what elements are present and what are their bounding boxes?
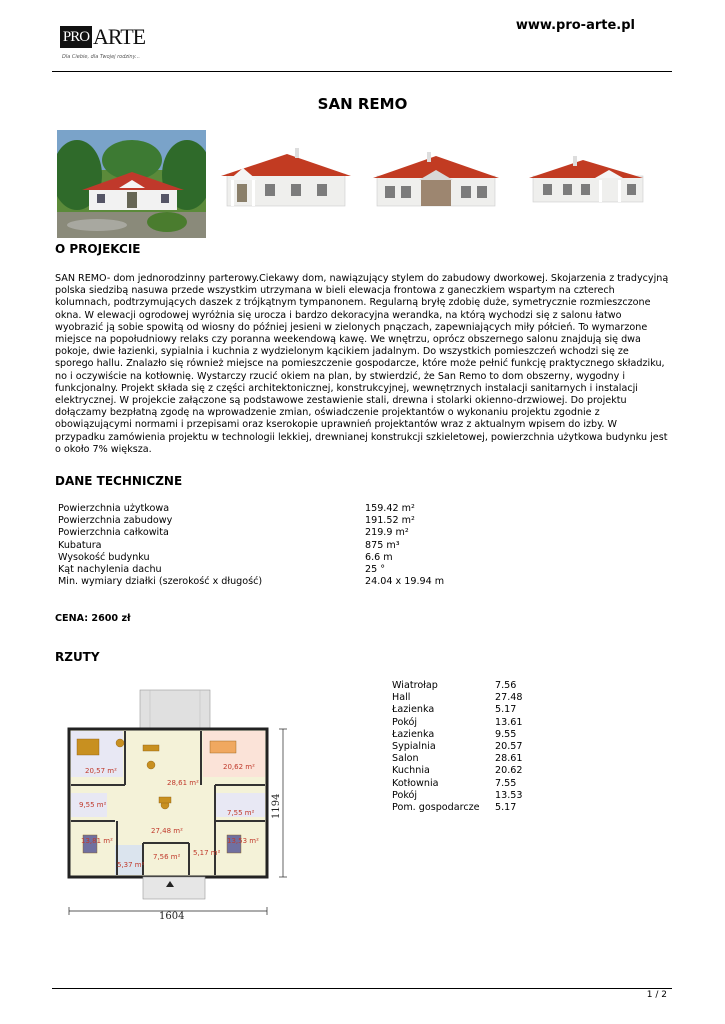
tech-value: 875 m³ — [365, 539, 400, 551]
plans-heading: RZUTY — [55, 650, 100, 664]
room-name: Pokój — [392, 716, 418, 728]
plan-label-vestibule: 7,56 m² — [153, 853, 181, 861]
tech-value: 159.42 m² — [365, 503, 415, 514]
logo-tagline: Dla Ciebie, dla Twojej rodziny... — [62, 54, 140, 60]
footer-divider — [52, 988, 672, 989]
room-row — [392, 741, 572, 753]
plan-label-room-right: 13,53 m² — [227, 837, 259, 845]
tech-row — [58, 564, 478, 576]
plan-label-room-left: 13,81 m² — [81, 837, 113, 845]
house-render-front — [209, 130, 358, 238]
house-render-garden-veranda — [361, 130, 510, 238]
website-link[interactable]: www.pro-arte.pl — [515, 18, 635, 33]
room-area-list — [392, 680, 572, 814]
room-row — [392, 717, 572, 729]
room-row — [392, 778, 572, 790]
tech-value: 25 ° — [365, 563, 386, 575]
room-row — [392, 790, 572, 802]
room-name: Kuchnia — [392, 765, 430, 777]
page-title: SAN REMO — [317, 95, 408, 113]
room-area: 20.57 — [495, 740, 523, 752]
tech-data-table — [58, 503, 478, 588]
room-name: Salon — [392, 753, 419, 765]
room-row — [392, 765, 572, 777]
page-number: 1 / 2 — [646, 990, 667, 1000]
tech-label: Kąt nachylenia dachu — [58, 563, 162, 575]
tech-row — [58, 552, 478, 564]
plan-label-bathroom: 9,55 m² — [79, 801, 107, 809]
room-row — [392, 680, 572, 692]
room-area: 13.53 — [495, 789, 523, 801]
plan-label-bathroom-small: 5,17 m² — [193, 849, 221, 857]
tech-row — [58, 503, 478, 515]
tech-value: 219.9 m² — [365, 527, 409, 539]
room-name: Sypialnia — [392, 740, 436, 752]
room-name: Wiatrołap — [392, 680, 438, 691]
room-area: 9.55 — [495, 728, 517, 740]
tech-label: Wysokość budynku — [58, 551, 150, 563]
price-label: CENA: 2600 zł — [55, 613, 131, 624]
pro-arte-logo — [60, 24, 160, 68]
logo-arte-text: ARTE — [93, 24, 146, 49]
floor-plan — [55, 685, 295, 920]
tech-label: Powierzchnia zabudowy — [58, 515, 173, 527]
room-area: 28.61 — [495, 753, 523, 765]
room-name: Kotłownia — [392, 777, 439, 789]
room-row — [392, 704, 572, 716]
room-name: Pom. gospodarcze — [392, 801, 480, 813]
tech-row — [58, 515, 478, 527]
room-area: 5.17 — [495, 801, 517, 813]
room-name: Łazienka — [392, 728, 435, 740]
room-area: 7.55 — [495, 777, 517, 789]
house-render-side — [513, 130, 662, 238]
plan-height-dimension: 1194 — [271, 793, 282, 819]
room-area: 27.48 — [495, 692, 523, 704]
tech-label: Min. wymiary działki (szerokość x długość) — [58, 576, 263, 588]
room-row — [392, 802, 572, 814]
tech-heading: DANE TECHNICZNE — [55, 474, 183, 488]
about-heading: O PROJEKCIE — [55, 242, 141, 256]
room-area: 20.62 — [495, 765, 523, 777]
tech-row — [58, 540, 478, 552]
tech-value: 24.04 x 19.94 m — [365, 576, 445, 588]
tech-row — [58, 576, 478, 588]
tech-row — [58, 527, 478, 539]
plan-label-bedroom: 20,57 m² — [85, 767, 117, 775]
plan-label-utility: 5,37 m² — [117, 861, 145, 869]
plan-label-boiler: 7,55 m² — [227, 809, 255, 817]
tech-value: 191.52 m² — [365, 515, 415, 527]
tech-label: Powierzchnia całkowita — [58, 527, 169, 539]
room-area: 7.56 — [495, 680, 517, 691]
room-name: Pokój — [392, 789, 418, 801]
plan-label-living: 28,61 m² — [167, 779, 199, 787]
tech-value: 6.6 m — [365, 551, 393, 563]
room-row — [392, 729, 572, 741]
project-description: SAN REMO- dom jednorodzinny parterowy.Ciekawy dom, nawiązujący stylem do zabudowy dworkowej. Skojarzenia z tradycyjną polska siedzibą nasuwa przede wszystkim utrzymana w bieli elewacja frontowa z ganeczkiem wspartym na czterech kolumnach, podtrzymujących daszek z trójkątnym tympanonem. Regularną bryłę zdobię duże, symetrycznie rozmieszczone okna. W elewacji ogrodowej wyróżnia się urocza i bardzo dekoracyjna werandka, na którą wychodzi się z salonu łatwo wyobrazić ją sobie spowitą od wiosny do później jesieni w zielonych pnączach, zapewniających miły półcień. To wymarzone miejsce na popołudniowy relaks czy poranna weekendową kawę. We wnętrzu, oprócz obszernego salonu znajdują się dwa pokoje, dwie łazienki, sypialnia i kuchnia z wydzielonym kącikiem jadalnym. Do wszystkich pomieszczeń wchodzi się ze sporego hallu. Znalazło się również miejsce na pomieszczenie gospodarcze, które może pełnić funkcję praktycznego składziku, no i oczywiście na kotłownię. Wystarczy rzucić okiem na plan, by stwierdzić, że San Remo to dom obszerny, wygodny i funkcjonalny. Projekt składa się z części architektonicznej, konstrukcyjnej, wewnętrznych instalacji sanitarnych i instalacji elektrycznej. W projekcie załączone są podstawowe zestawienie stali, drewna i stolarki okienno-drzwiowej. Do projektu dołączamy bezpłatną zgodę na wprowadzenie zmian, oświadczenie projektantów o wykonaniu projektu zgodnie z obowiązującymi normami i przepisami oraz kserokopie uprawnień projektantów wraz z aktualnym wpisem do izby. W przypadku zamówienia projektu w technologii lekkiej, drewnianej konstrukcji szkieletowej, powierzchnia użytkowa budynku jest o około 7% większa. — [55, 273, 669, 455]
room-area: 5.17 — [495, 704, 517, 716]
tech-label: Kubatura — [58, 539, 102, 551]
room-row — [392, 753, 572, 765]
plan-width-dimension: 1604 — [159, 911, 185, 920]
plan-label-kitchen: 20,62 m² — [223, 763, 255, 771]
room-row — [392, 692, 572, 704]
plan-label-hall: 27,48 m² — [151, 827, 183, 835]
room-name: Łazienka — [392, 704, 435, 716]
tech-label: Powierzchnia użytkowa — [58, 503, 170, 514]
house-photo-garden — [57, 130, 206, 238]
room-name: Hall — [392, 692, 411, 704]
header-divider — [52, 71, 672, 72]
room-area: 13.61 — [495, 716, 523, 728]
logo-pro-text: PRO — [60, 26, 92, 48]
